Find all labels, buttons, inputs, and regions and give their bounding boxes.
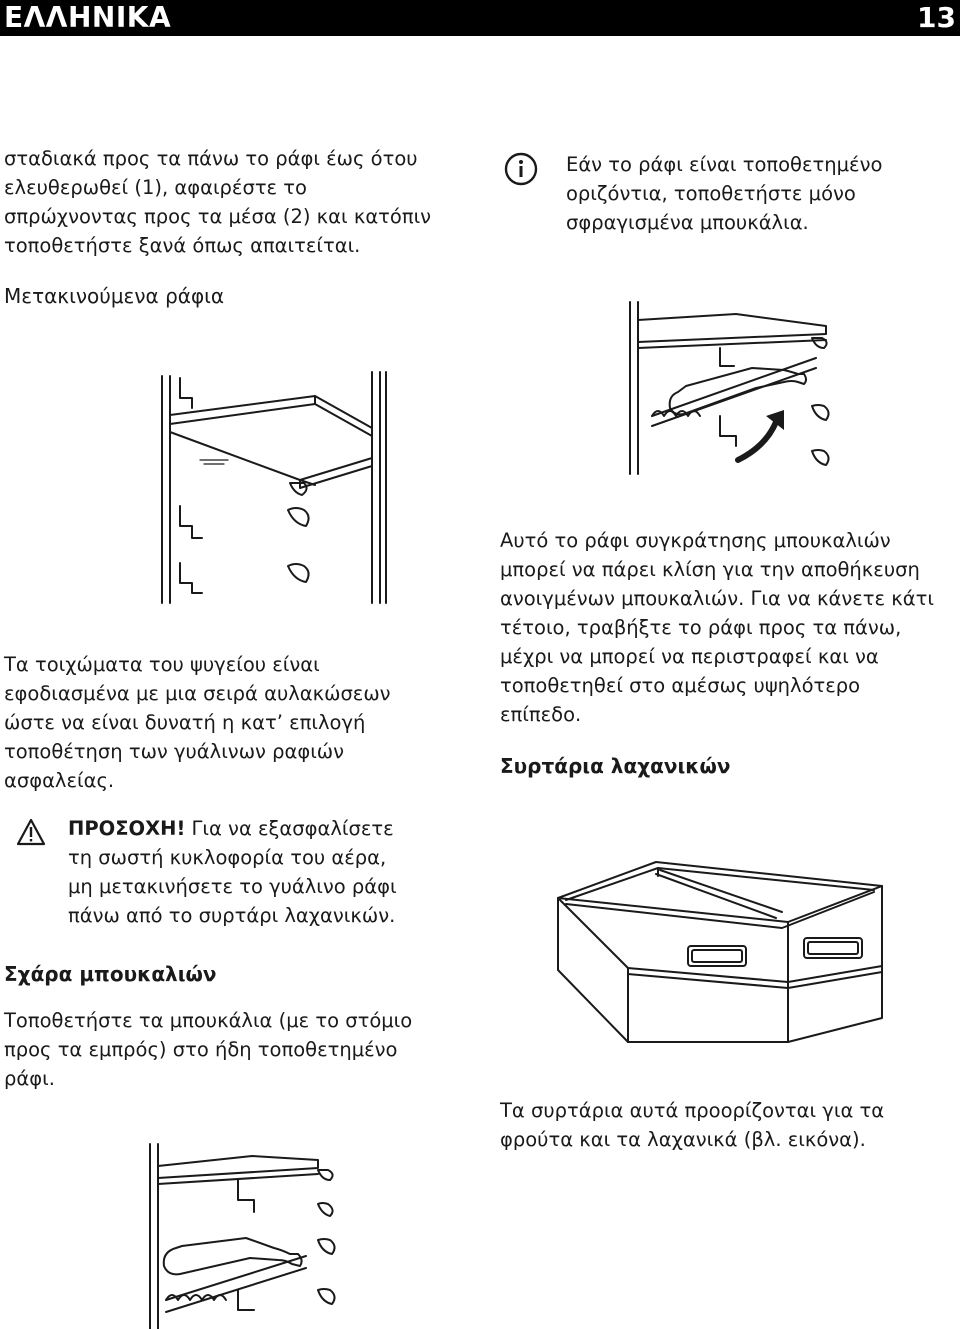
curved-arrow-icon bbox=[738, 410, 784, 460]
walls-paragraph: Τα τοιχώματα του ψυγείου είναι εφοδιασμένα με μια σειρά αυλακώσεων ώστε να είναι δυνατή η κατ’ επιλογή τοποθέτηση των γυάλινων ραφιών ασφαλείας. bbox=[4, 653, 391, 792]
crisper-drawers-heading: Συρτάρια λαχανικών bbox=[500, 754, 731, 778]
warning-paragraph: ΠΡΟΣΟΧΗ! Για να εξασφαλίσετε τη σωστή κυκλοφορία του αέρα, μη μετακινήσετε το γυάλινο ράφι πάνω από το συρτάρι λαχανικών. bbox=[68, 817, 397, 927]
page-number: 13 bbox=[917, 1, 956, 34]
info-note: Εάν το ράφι είναι τοποθετημένο οριζόντια, τοποθετήστε μόνο σφραγισμένα μπουκάλια. bbox=[566, 153, 883, 234]
movable-shelves-heading: Μετακινούμενα ράφια bbox=[4, 284, 225, 308]
bottle-rack-heading: Σχάρα μπουκαλιών bbox=[4, 962, 217, 986]
page-header bbox=[0, 0, 960, 36]
bottle-rack-paragraph: Τοποθετήστε τα μπουκάλια (με το στόμιο προς τα εμπρός) στο ήδη τοποθετημένο ράφι. bbox=[4, 1009, 413, 1090]
shelf-illustration bbox=[150, 368, 400, 608]
intro-paragraph: σταδιακά προς τα πάνω το ράφι έως ότου ελευθερωθεί (1), αφαιρέστε το σπρώχνοντας προς τα μέσα (2) και κατόπιν τοποθετήστε ξανά όπως απαιτείται. bbox=[4, 147, 432, 257]
language-label: ΕΛΛΗΝΙΚΑ bbox=[4, 1, 172, 34]
crisper-drawers-illustration bbox=[552, 858, 888, 1044]
warning-label: ΠΡΟΣΟΧΗ! bbox=[68, 817, 186, 840]
info-icon bbox=[504, 152, 538, 186]
crisper-paragraph: Τα συρτάρια αυτά προορίζονται για τα φρούτα και τα λαχανικά (βλ. εικόνα). bbox=[500, 1099, 885, 1151]
bottle-rack-illustration bbox=[142, 1140, 374, 1329]
warning-triangle-icon bbox=[16, 818, 46, 846]
bottle-rack-tilt-illustration bbox=[616, 296, 846, 478]
tilt-paragraph: Αυτό το ράφι συγκράτησης μπουκαλιών μπορεί να πάρει κλίση για την αποθήκευση ανοιγμένων μπουκαλιών. Για να κάνετε κάτι τέτοιο, τραβήξτε το ράφι προς τα πάνω, μέχρι να μπορεί να περιστραφεί και να τοποθετηθεί στο αμέσως υψηλότερο επίπεδο. bbox=[500, 529, 934, 726]
